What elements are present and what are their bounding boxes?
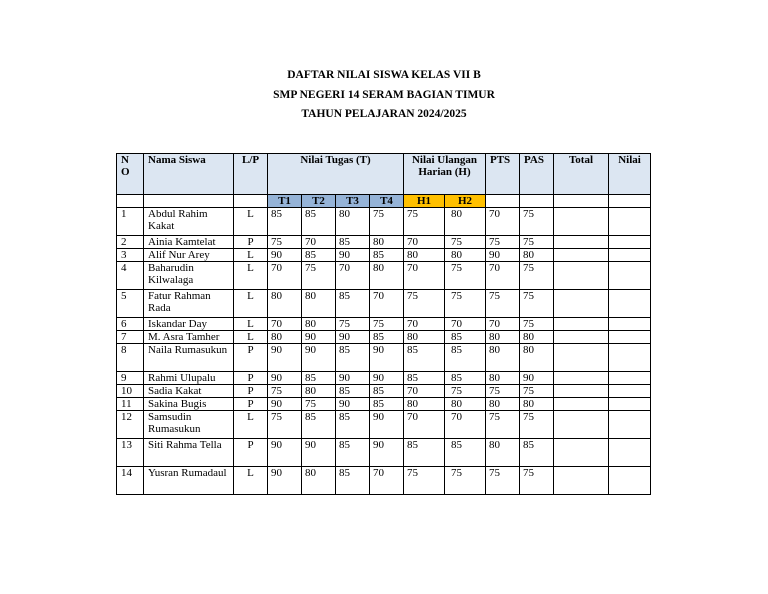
cell-t1: 90 — [268, 439, 302, 467]
cell-no: 8 — [117, 344, 144, 372]
cell-pas: 75 — [520, 236, 554, 249]
cell-nama: Baharudin Kilwalaga — [144, 262, 234, 290]
cell-t2: 75 — [302, 398, 336, 411]
table-row — [117, 385, 651, 398]
cell-t2: 90 — [302, 344, 336, 372]
cell-t3: 85 — [336, 290, 370, 318]
cell-h2: 85 — [445, 439, 486, 467]
subheader-blank — [609, 195, 651, 208]
document-header — [0, 66, 768, 125]
cell-pas: 80 — [520, 331, 554, 344]
cell-h2: 85 — [445, 344, 486, 372]
cell-t3: 90 — [336, 372, 370, 385]
cell-nilai — [609, 249, 651, 262]
cell-no: 3 — [117, 249, 144, 262]
title-line-3: TAHUN PELAJARAN 2024/2025 — [301, 108, 467, 120]
cell-pts: 80 — [486, 331, 520, 344]
cell-h1: 85 — [404, 372, 445, 385]
cell-pas: 80 — [520, 398, 554, 411]
cell-pas: 75 — [520, 467, 554, 495]
table-row — [117, 249, 651, 262]
cell-nama: Sadia Kakat — [144, 385, 234, 398]
cell-h2: 75 — [445, 262, 486, 290]
subheader-t3: T3 — [336, 195, 370, 208]
cell-nilai — [609, 331, 651, 344]
cell-lp: L — [234, 249, 268, 262]
cell-pas: 75 — [520, 318, 554, 331]
cell-total — [554, 290, 609, 318]
cell-pas: 75 — [520, 208, 554, 236]
cell-lp: L — [234, 318, 268, 331]
cell-nilai — [609, 411, 651, 439]
cell-nilai — [609, 318, 651, 331]
subheader-t4: T4 — [370, 195, 404, 208]
header-tugas: Nilai Tugas (T) — [268, 154, 404, 195]
cell-nilai — [609, 236, 651, 249]
cell-h1: 80 — [404, 331, 445, 344]
header-lp: L/P — [234, 154, 268, 195]
grades-table — [116, 153, 651, 495]
cell-t3: 90 — [336, 398, 370, 411]
cell-pas: 75 — [520, 262, 554, 290]
cell-pts: 75 — [486, 290, 520, 318]
cell-nama: Ainia Kamtelat — [144, 236, 234, 249]
cell-t2: 80 — [302, 290, 336, 318]
table-row — [117, 318, 651, 331]
table-row — [117, 398, 651, 411]
cell-h2: 80 — [445, 398, 486, 411]
cell-lp: L — [234, 290, 268, 318]
table-row — [117, 331, 651, 344]
cell-no: 11 — [117, 398, 144, 411]
cell-t3: 85 — [336, 344, 370, 372]
cell-t4: 90 — [370, 411, 404, 439]
cell-t4: 90 — [370, 372, 404, 385]
table-row — [117, 208, 651, 236]
cell-t4: 85 — [370, 331, 404, 344]
cell-t4: 70 — [370, 290, 404, 318]
cell-t4: 80 — [370, 236, 404, 249]
cell-total — [554, 439, 609, 467]
cell-pts: 70 — [486, 318, 520, 331]
cell-nama: M. Asra Tamher — [144, 331, 234, 344]
cell-h1: 75 — [404, 290, 445, 318]
title-line-1: DAFTAR NILAI SISWA KELAS VII B — [287, 69, 481, 81]
cell-no: 4 — [117, 262, 144, 290]
cell-t3: 90 — [336, 331, 370, 344]
cell-t4: 75 — [370, 318, 404, 331]
cell-total — [554, 398, 609, 411]
cell-pts: 80 — [486, 398, 520, 411]
cell-no: 9 — [117, 372, 144, 385]
cell-total — [554, 467, 609, 495]
cell-pts: 80 — [486, 439, 520, 467]
cell-t3: 80 — [336, 208, 370, 236]
subheader-h1: H1 — [404, 195, 445, 208]
cell-nilai — [609, 372, 651, 385]
cell-h2: 85 — [445, 331, 486, 344]
cell-t2: 80 — [302, 385, 336, 398]
subheader-t1: T1 — [268, 195, 302, 208]
cell-pts: 75 — [486, 467, 520, 495]
header-pts: PTS — [486, 154, 520, 195]
cell-t4: 75 — [370, 208, 404, 236]
cell-nilai — [609, 208, 651, 236]
cell-t1: 70 — [268, 262, 302, 290]
cell-t2: 70 — [302, 236, 336, 249]
cell-h1: 70 — [404, 318, 445, 331]
cell-pas: 75 — [520, 411, 554, 439]
cell-nilai — [609, 344, 651, 372]
cell-nama: Sakina Bugis — [144, 398, 234, 411]
cell-nilai — [609, 262, 651, 290]
cell-pts: 90 — [486, 249, 520, 262]
cell-t2: 85 — [302, 249, 336, 262]
cell-h2: 75 — [445, 385, 486, 398]
title-line-2: SMP NEGERI 14 SERAM BAGIAN TIMUR — [273, 88, 495, 101]
table-row — [117, 372, 651, 385]
cell-t1: 80 — [268, 290, 302, 318]
cell-h1: 80 — [404, 249, 445, 262]
cell-lp: L — [234, 262, 268, 290]
cell-h2: 75 — [445, 290, 486, 318]
cell-t4: 90 — [370, 344, 404, 372]
cell-nilai — [609, 385, 651, 398]
cell-lp: P — [234, 344, 268, 372]
cell-t3: 85 — [336, 236, 370, 249]
cell-h2: 80 — [445, 249, 486, 262]
subheader-blank — [554, 195, 609, 208]
cell-nama: Rahmi Ulupalu — [144, 372, 234, 385]
subheader-row — [117, 195, 651, 208]
cell-h2: 85 — [445, 372, 486, 385]
cell-t3: 85 — [336, 385, 370, 398]
cell-t2: 80 — [302, 467, 336, 495]
table-row — [117, 344, 651, 372]
cell-t3: 75 — [336, 318, 370, 331]
cell-no: 2 — [117, 236, 144, 249]
cell-no: 14 — [117, 467, 144, 495]
cell-pas: 80 — [520, 344, 554, 372]
cell-t2: 85 — [302, 411, 336, 439]
cell-pts: 75 — [486, 411, 520, 439]
cell-lp: P — [234, 385, 268, 398]
cell-t2: 75 — [302, 262, 336, 290]
cell-t3: 85 — [336, 439, 370, 467]
cell-nama: Siti Rahma Tella — [144, 439, 234, 467]
cell-no: 5 — [117, 290, 144, 318]
cell-t1: 90 — [268, 467, 302, 495]
header-pas: PAS — [520, 154, 554, 195]
cell-h1: 85 — [404, 439, 445, 467]
subheader-blank — [117, 195, 144, 208]
cell-t1: 75 — [268, 411, 302, 439]
cell-h2: 75 — [445, 236, 486, 249]
subheader-h2: H2 — [445, 195, 486, 208]
cell-t3: 70 — [336, 262, 370, 290]
header-no: N O — [117, 154, 144, 195]
cell-pts: 80 — [486, 372, 520, 385]
cell-h2: 80 — [445, 208, 486, 236]
cell-pas: 80 — [520, 249, 554, 262]
cell-total — [554, 385, 609, 398]
cell-t2: 80 — [302, 318, 336, 331]
header-total: Total — [554, 154, 609, 195]
cell-total — [554, 208, 609, 236]
cell-no: 12 — [117, 411, 144, 439]
cell-t1: 90 — [268, 398, 302, 411]
cell-pas: 75 — [520, 385, 554, 398]
cell-lp: P — [234, 439, 268, 467]
cell-h2: 70 — [445, 318, 486, 331]
cell-total — [554, 236, 609, 249]
cell-lp: L — [234, 467, 268, 495]
cell-h1: 75 — [404, 467, 445, 495]
cell-pts: 70 — [486, 262, 520, 290]
cell-h1: 80 — [404, 398, 445, 411]
cell-lp: L — [234, 331, 268, 344]
cell-nilai — [609, 398, 651, 411]
header-row — [117, 154, 651, 195]
cell-no: 13 — [117, 439, 144, 467]
cell-t2: 90 — [302, 331, 336, 344]
cell-lp: P — [234, 236, 268, 249]
cell-nama: Iskandar Day — [144, 318, 234, 331]
cell-t1: 75 — [268, 236, 302, 249]
cell-nama: Alif Nur Arey — [144, 249, 234, 262]
cell-h2: 70 — [445, 411, 486, 439]
cell-t1: 85 — [268, 208, 302, 236]
cell-h1: 85 — [404, 344, 445, 372]
cell-h1: 75 — [404, 208, 445, 236]
table-row — [117, 290, 651, 318]
cell-nama: Samsudin Rumasukun — [144, 411, 234, 439]
table-row — [117, 236, 651, 249]
cell-t1: 90 — [268, 344, 302, 372]
cell-t4: 85 — [370, 249, 404, 262]
cell-total — [554, 249, 609, 262]
header-nilai: Nilai — [609, 154, 651, 195]
cell-total — [554, 331, 609, 344]
subheader-blank — [520, 195, 554, 208]
table-row — [117, 467, 651, 495]
cell-nilai — [609, 439, 651, 467]
cell-t2: 90 — [302, 439, 336, 467]
cell-lp: P — [234, 372, 268, 385]
cell-t2: 85 — [302, 372, 336, 385]
cell-nilai — [609, 467, 651, 495]
cell-t1: 90 — [268, 249, 302, 262]
cell-pts: 75 — [486, 236, 520, 249]
cell-pts: 75 — [486, 385, 520, 398]
subheader-blank — [144, 195, 234, 208]
cell-t1: 75 — [268, 385, 302, 398]
cell-nama: Abdul Rahim Kakat — [144, 208, 234, 236]
table-row — [117, 439, 651, 467]
cell-nama: Naila Rumasukun — [144, 344, 234, 372]
header-nama: Nama Siswa — [144, 154, 234, 195]
table-row — [117, 411, 651, 439]
cell-pts: 70 — [486, 208, 520, 236]
header-ulangan: Nilai Ulangan Harian (H) — [404, 154, 486, 195]
subheader-t2: T2 — [302, 195, 336, 208]
subheader-blank — [234, 195, 268, 208]
subheader-blank — [486, 195, 520, 208]
cell-h1: 70 — [404, 411, 445, 439]
cell-pts: 80 — [486, 344, 520, 372]
cell-lp: L — [234, 208, 268, 236]
cell-total — [554, 262, 609, 290]
cell-total — [554, 318, 609, 331]
cell-pas: 90 — [520, 372, 554, 385]
cell-t4: 85 — [370, 385, 404, 398]
cell-t3: 85 — [336, 411, 370, 439]
cell-h1: 70 — [404, 385, 445, 398]
cell-h1: 70 — [404, 262, 445, 290]
cell-t1: 70 — [268, 318, 302, 331]
cell-no: 1 — [117, 208, 144, 236]
cell-h1: 70 — [404, 236, 445, 249]
cell-no: 7 — [117, 331, 144, 344]
cell-lp: L — [234, 411, 268, 439]
cell-total — [554, 344, 609, 372]
cell-t4: 90 — [370, 439, 404, 467]
cell-total — [554, 372, 609, 385]
cell-h2: 75 — [445, 467, 486, 495]
cell-lp: P — [234, 398, 268, 411]
cell-t1: 80 — [268, 331, 302, 344]
cell-total — [554, 411, 609, 439]
cell-t3: 90 — [336, 249, 370, 262]
cell-t4: 80 — [370, 262, 404, 290]
cell-nilai — [609, 290, 651, 318]
cell-t4: 85 — [370, 398, 404, 411]
cell-no: 6 — [117, 318, 144, 331]
cell-nama: Fatur Rahman Rada — [144, 290, 234, 318]
cell-t4: 70 — [370, 467, 404, 495]
cell-t3: 85 — [336, 467, 370, 495]
cell-t1: 90 — [268, 372, 302, 385]
cell-nama: Yusran Rumadaul — [144, 467, 234, 495]
cell-pas: 85 — [520, 439, 554, 467]
cell-no: 10 — [117, 385, 144, 398]
cell-t2: 85 — [302, 208, 336, 236]
table-row — [117, 262, 651, 290]
cell-pas: 75 — [520, 290, 554, 318]
